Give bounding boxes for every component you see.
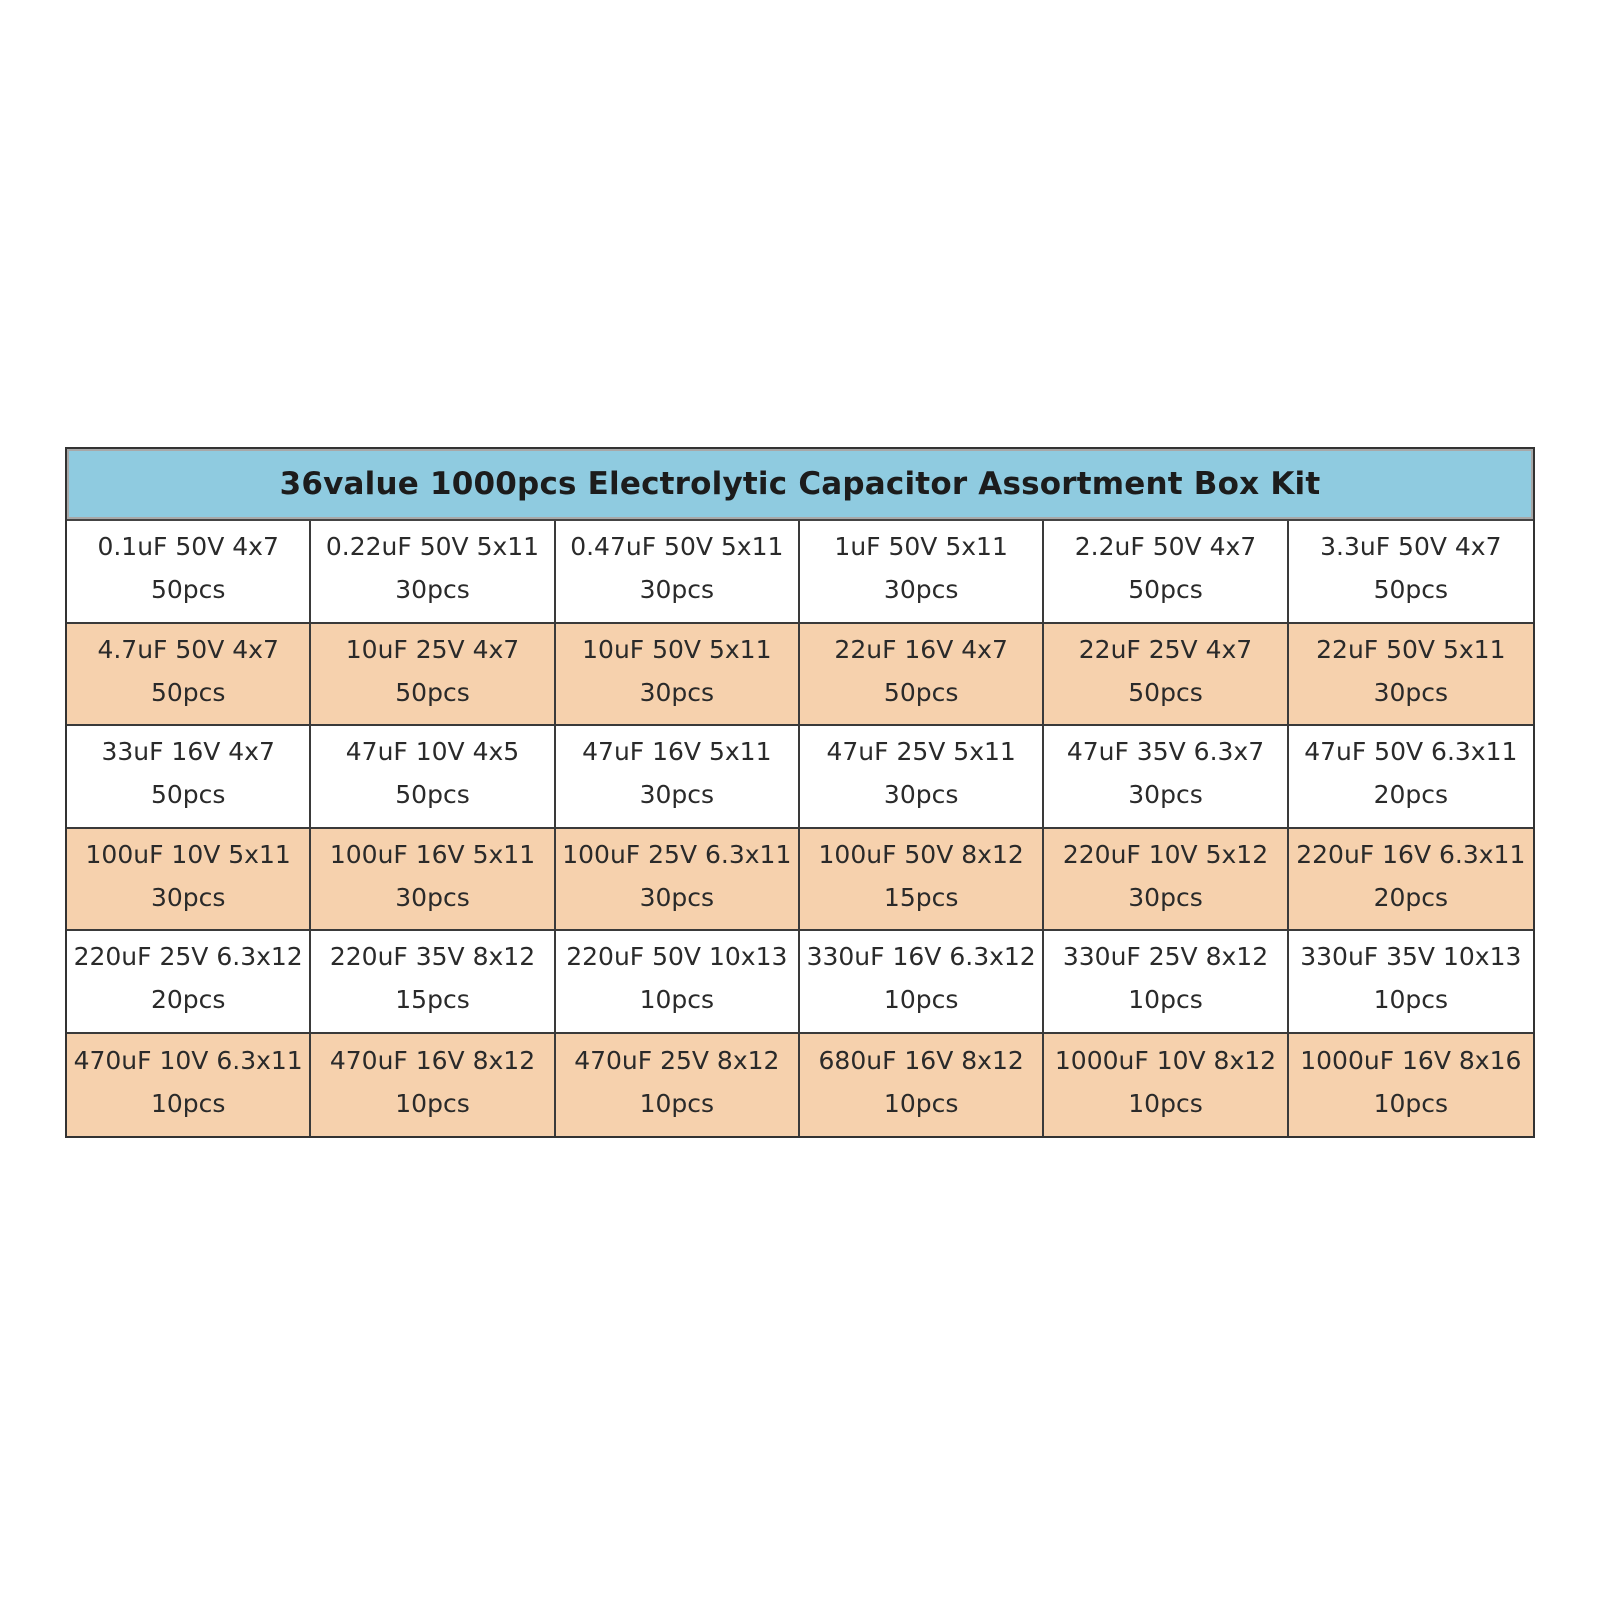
capacitor-quantity: 50pcs — [883, 677, 959, 707]
capacitor-quantity: 10pcs — [395, 1088, 470, 1118]
table-cell — [1044, 726, 1288, 829]
table-cell — [556, 829, 800, 932]
capacitor-spec: 47uF 25V 5x11 — [826, 737, 1016, 767]
table-cell — [1044, 931, 1288, 1034]
capacitor-spec: 10uF 50V 5x11 — [582, 634, 772, 664]
table-cell — [556, 726, 800, 829]
capacitor-quantity: 50pcs — [395, 780, 470, 810]
table-cell — [311, 624, 555, 727]
table-cell — [556, 1034, 800, 1137]
table-cell — [800, 931, 1044, 1034]
table-cell — [800, 1034, 1044, 1137]
capacitor-spec: 220uF 10V 5x12 — [1062, 839, 1269, 869]
capacitor-quantity: 20pcs — [1373, 780, 1449, 810]
capacitor-quantity: 10pcs — [883, 1088, 959, 1118]
capacitor-quantity: 20pcs — [150, 985, 226, 1015]
capacitor-quantity: 30pcs — [883, 575, 959, 605]
capacitor-quantity: 30pcs — [1373, 677, 1449, 707]
table-cell — [311, 521, 555, 624]
capacitor-spec: 330uF 25V 8x12 — [1062, 942, 1269, 972]
capacitor-quantity: 20pcs — [1373, 882, 1449, 912]
capacitor-spec: 1000uF 10V 8x12 — [1054, 1045, 1277, 1075]
capacitor-spec: 2.2uF 50V 4x7 — [1074, 532, 1257, 562]
table-cell — [67, 726, 311, 829]
capacitor-spec: 47uF 35V 6.3x7 — [1066, 737, 1265, 767]
capacitor-spec: 3.3uF 50V 4x7 — [1320, 532, 1502, 562]
table-cell — [556, 521, 800, 624]
capacitor-spec: 100uF 25V 6.3x11 — [562, 839, 792, 869]
capacitor-spec: 100uF 50V 8x12 — [818, 839, 1024, 869]
capacitor-quantity: 50pcs — [1373, 575, 1449, 605]
capacitor-quantity: 50pcs — [1128, 677, 1203, 707]
capacitor-spec: 1000uF 16V 8x16 — [1300, 1045, 1522, 1075]
table-cell — [67, 1034, 311, 1137]
capacitor-quantity: 10pcs — [1373, 985, 1449, 1015]
capacitor-spec: 330uF 16V 6.3x12 — [806, 942, 1036, 972]
table-cell — [556, 624, 800, 727]
capacitor-spec: 0.22uF 50V 5x11 — [325, 532, 540, 562]
capacitor-quantity: 30pcs — [639, 882, 715, 912]
table-cell — [1044, 1034, 1288, 1137]
table-cell — [311, 829, 555, 932]
capacitor-spec: 47uF 10V 4x5 — [345, 737, 520, 767]
capacitor-spec: 22uF 25V 4x7 — [1078, 634, 1253, 664]
table-cell — [1289, 829, 1533, 932]
capacitor-spec: 22uF 16V 4x7 — [834, 634, 1008, 664]
table-cell — [1044, 624, 1288, 727]
table-cell — [1289, 521, 1533, 624]
capacitor-quantity: 50pcs — [150, 677, 226, 707]
capacitor-quantity: 50pcs — [150, 780, 226, 810]
table-cell — [67, 931, 311, 1034]
capacitor-quantity: 30pcs — [1128, 882, 1203, 912]
table-cell — [311, 726, 555, 829]
capacitor-quantity: 30pcs — [395, 575, 470, 605]
capacitor-quantity: 30pcs — [150, 882, 226, 912]
table-cell — [1289, 624, 1533, 727]
table-cell — [311, 1034, 555, 1137]
capacitor-quantity: 15pcs — [395, 985, 470, 1015]
capacitor-spec: 470uF 10V 6.3x11 — [73, 1045, 303, 1075]
capacitor-quantity: 10pcs — [639, 985, 715, 1015]
capacitor-kit-table — [65, 447, 1535, 1138]
capacitor-quantity: 10pcs — [150, 1088, 226, 1118]
capacitor-quantity: 10pcs — [1128, 985, 1203, 1015]
table-cell — [67, 521, 311, 624]
table-cell — [800, 829, 1044, 932]
capacitor-spec: 0.1uF 50V 4x7 — [97, 532, 279, 562]
capacitor-spec: 0.47uF 50V 5x11 — [570, 532, 784, 562]
table-cell — [1044, 521, 1288, 624]
table-cell — [800, 726, 1044, 829]
capacitor-quantity: 30pcs — [639, 575, 715, 605]
capacitor-spec: 330uF 35V 10x13 — [1300, 942, 1522, 972]
capacitor-spec: 100uF 16V 5x11 — [329, 839, 536, 869]
table-cell — [67, 624, 311, 727]
capacitor-quantity: 30pcs — [395, 882, 470, 912]
capacitor-spec: 100uF 10V 5x11 — [85, 839, 291, 869]
capacitor-spec: 220uF 16V 6.3x11 — [1296, 839, 1526, 869]
capacitor-quantity: 50pcs — [150, 575, 226, 605]
table-cell — [1044, 829, 1288, 932]
capacitor-spec: 33uF 16V 4x7 — [101, 737, 275, 767]
capacitor-quantity: 30pcs — [883, 780, 959, 810]
table-title: 36value 1000pcs Electrolytic Capacitor Assortment Box Kit — [279, 466, 1321, 502]
table-cell — [1289, 1034, 1533, 1137]
capacitor-spec: 680uF 16V 8x12 — [818, 1045, 1024, 1075]
capacitor-spec: 10uF 25V 4x7 — [345, 634, 520, 664]
capacitor-spec: 220uF 25V 6.3x12 — [73, 942, 303, 972]
capacitor-quantity: 30pcs — [1128, 780, 1203, 810]
capacitor-spec: 220uF 50V 10x13 — [566, 942, 788, 972]
capacitor-quantity: 15pcs — [883, 882, 959, 912]
capacitor-spec: 470uF 25V 8x12 — [574, 1045, 780, 1075]
table-cell — [1289, 726, 1533, 829]
table-header — [67, 449, 1533, 521]
table-cell — [1289, 931, 1533, 1034]
capacitor-quantity: 50pcs — [395, 677, 470, 707]
capacitor-quantity: 50pcs — [1128, 575, 1203, 605]
capacitor-spec: 220uF 35V 8x12 — [329, 942, 536, 972]
capacitor-spec: 470uF 16V 8x12 — [329, 1045, 536, 1075]
capacitor-quantity: 10pcs — [1128, 1088, 1203, 1118]
table-cell — [800, 521, 1044, 624]
table-cell — [800, 624, 1044, 727]
table-cell — [556, 931, 800, 1034]
capacitor-spec: 47uF 50V 6.3x11 — [1304, 737, 1518, 767]
capacitor-spec: 22uF 50V 5x11 — [1316, 634, 1506, 664]
capacitor-spec: 4.7uF 50V 4x7 — [97, 634, 279, 664]
capacitor-quantity: 10pcs — [639, 1088, 715, 1118]
capacitor-spec: 47uF 16V 5x11 — [582, 737, 772, 767]
capacitor-quantity: 10pcs — [883, 985, 959, 1015]
table-cell — [67, 829, 311, 932]
capacitor-spec: 1uF 50V 5x11 — [834, 532, 1008, 562]
capacitor-grid — [67, 521, 1533, 1136]
capacitor-quantity: 30pcs — [639, 780, 715, 810]
capacitor-quantity: 10pcs — [1373, 1088, 1449, 1118]
capacitor-quantity: 30pcs — [639, 677, 715, 707]
table-cell — [311, 931, 555, 1034]
